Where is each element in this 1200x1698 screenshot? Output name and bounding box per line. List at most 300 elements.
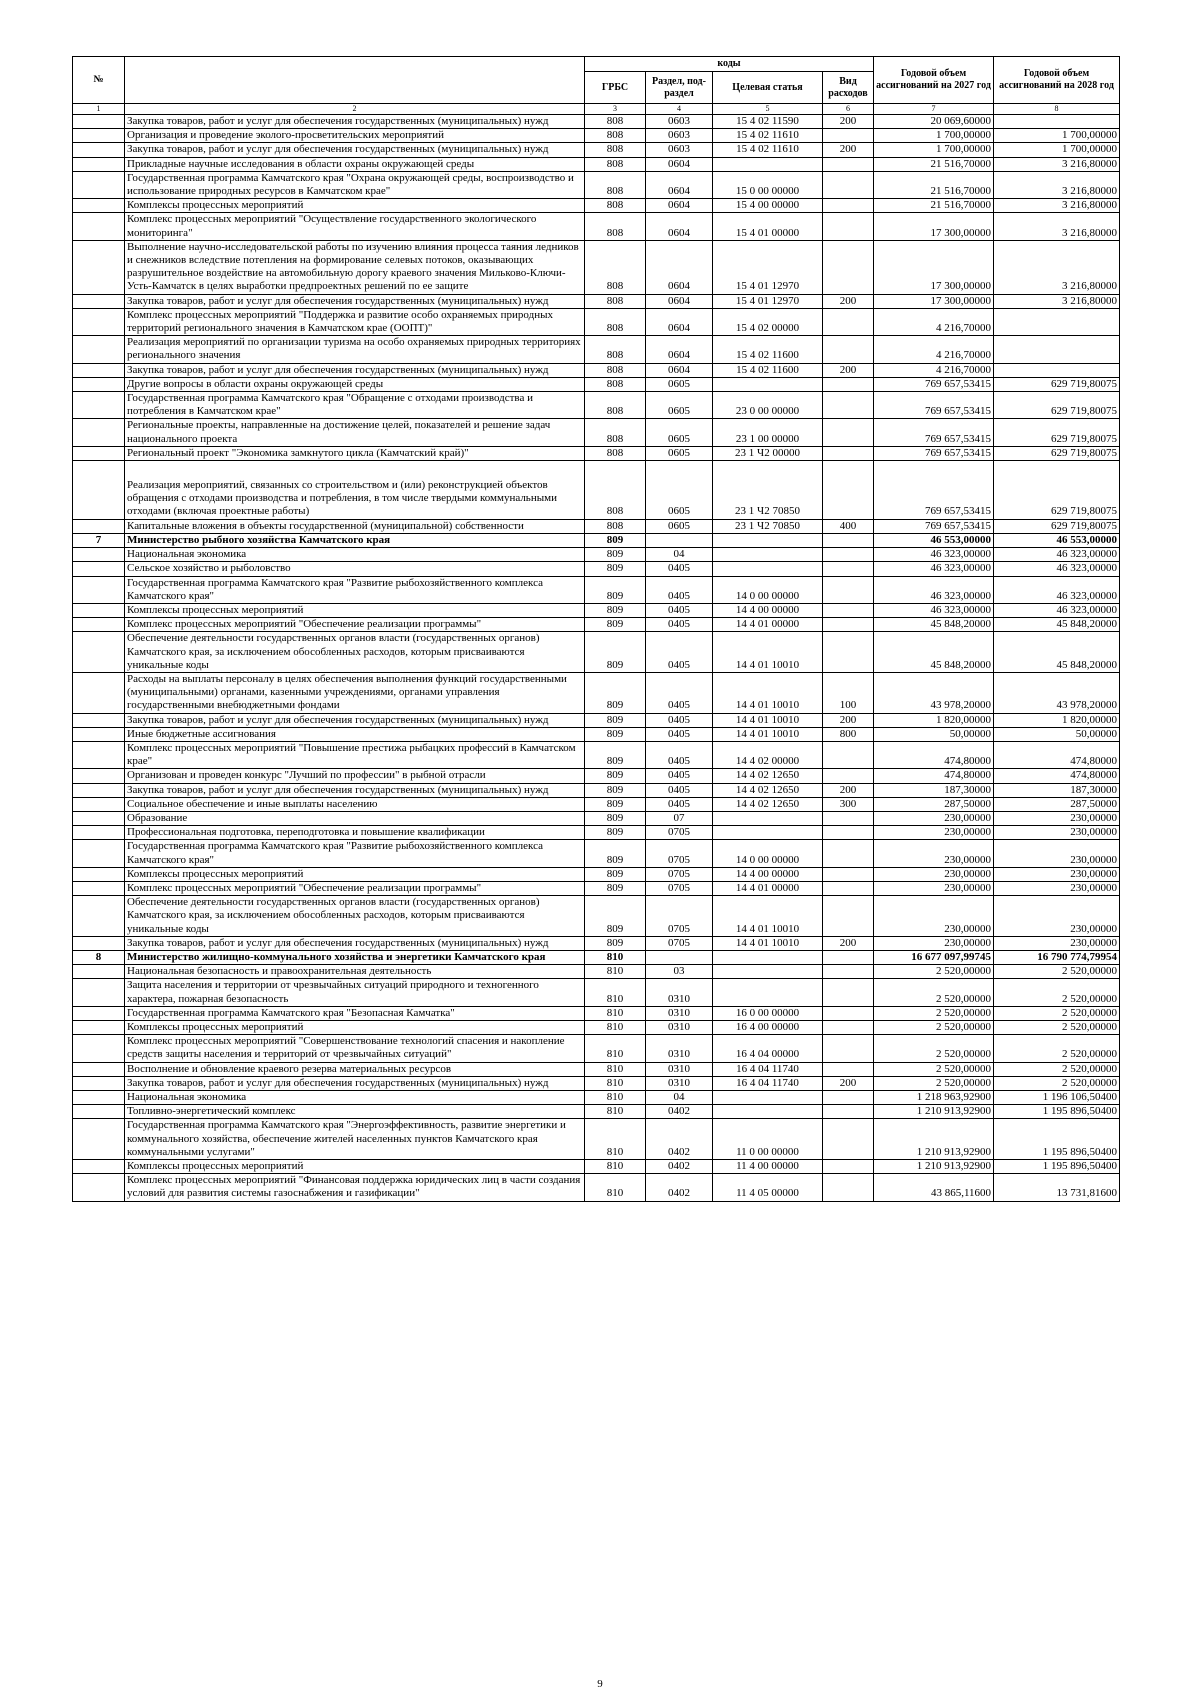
row-grbs: 809 (585, 936, 646, 950)
row-target-article: 16 0 00 00000 (713, 1006, 823, 1020)
row-grbs: 809 (585, 603, 646, 617)
row-number (73, 419, 125, 446)
row-name: Комплекс процессных мероприятий "Осуществление государственного экологического мониторинга" (125, 213, 585, 240)
row-expense-type: 300 (823, 797, 874, 811)
row-amount-2027: 1 218 963,92900 (874, 1091, 994, 1105)
row-name: Региональный проект "Экономика замкнутого цикла (Камчатский край)" (125, 446, 585, 460)
row-target-article (713, 1091, 823, 1105)
row-amount-2028: 287,50000 (994, 797, 1120, 811)
row-expense-type (823, 881, 874, 895)
row-amount-2028: 230,00000 (994, 840, 1120, 867)
row-grbs: 809 (585, 867, 646, 881)
row-expense-type (823, 950, 874, 964)
row-name: Обеспечение деятельности государственных органов власти (государственных органов) Камчатского края, за исключением обособленных расходов, которым присваиваются уникальные коды (125, 896, 585, 937)
row-name: Министерство жилищно-коммунального хозяйства и энергетики Камчатского края (125, 950, 585, 964)
row-target-article: 11 4 05 00000 (713, 1174, 823, 1201)
row-number (73, 308, 125, 335)
row-grbs: 810 (585, 965, 646, 979)
row-target-article (713, 950, 823, 964)
row-target-article: 16 4 04 11740 (713, 1076, 823, 1090)
row-number (73, 1105, 125, 1119)
row-expense-type (823, 240, 874, 294)
row-razdel: 0405 (646, 632, 713, 673)
row-number (73, 741, 125, 768)
row-amount-2027: 21 516,70000 (874, 199, 994, 213)
row-amount-2028: 230,00000 (994, 896, 1120, 937)
row-expense-type (823, 741, 874, 768)
row-amount-2027: 1 820,00000 (874, 713, 994, 727)
table-row (73, 1105, 1120, 1119)
row-name: Комплексы процессных мероприятий (125, 867, 585, 881)
row-number (73, 881, 125, 895)
row-razdel: 0310 (646, 1006, 713, 1020)
row-amount-2028: 3 216,80000 (994, 199, 1120, 213)
row-target-article: 14 4 01 10010 (713, 713, 823, 727)
row-amount-2028: 1 196 106,50400 (994, 1091, 1120, 1105)
row-amount-2027: 230,00000 (874, 867, 994, 881)
row-number (73, 783, 125, 797)
row-amount-2027: 46 323,00000 (874, 548, 994, 562)
row-grbs: 810 (585, 1119, 646, 1160)
row-expense-type (823, 896, 874, 937)
row-number (73, 713, 125, 727)
row-name: Закупка товаров, работ и услуг для обеспечения государственных (муниципальных) нужд (125, 363, 585, 377)
row-razdel: 0310 (646, 1062, 713, 1076)
row-expense-type (823, 769, 874, 783)
column-number: 5 (713, 104, 823, 115)
table-row (73, 965, 1120, 979)
row-target-article: 11 4 00 00000 (713, 1160, 823, 1174)
row-amount-2028: 629 719,80075 (994, 419, 1120, 446)
row-amount-2028: 474,80000 (994, 769, 1120, 783)
row-name: Комплекс процессных мероприятий "Повышение престижа рыбацких профессий в Камчатском крае" (125, 741, 585, 768)
row-amount-2028: 46 323,00000 (994, 603, 1120, 617)
table-row (73, 840, 1120, 867)
row-grbs: 810 (585, 1174, 646, 1201)
table-row (73, 797, 1120, 811)
row-expense-type: 800 (823, 727, 874, 741)
row-expense-type: 200 (823, 115, 874, 129)
row-razdel: 0605 (646, 519, 713, 533)
row-amount-2027: 17 300,00000 (874, 240, 994, 294)
row-name: Комплекс процессных мероприятий "Совершенствование технологий спасения и накопление средств защиты населения и территорий от чрезвычайных ситуаций" (125, 1035, 585, 1062)
row-razdel: 0603 (646, 129, 713, 143)
row-grbs: 808 (585, 446, 646, 460)
row-razdel: 0405 (646, 603, 713, 617)
row-number (73, 1091, 125, 1105)
row-amount-2028: 3 216,80000 (994, 240, 1120, 294)
row-grbs: 809 (585, 533, 646, 547)
table-row (73, 741, 1120, 768)
row-amount-2027: 230,00000 (874, 936, 994, 950)
row-grbs: 809 (585, 811, 646, 825)
row-name: Региональные проекты, направленные на достижение целей, показателей и решение задач национального проекта (125, 419, 585, 446)
row-expense-type (823, 213, 874, 240)
row-expense-type (823, 840, 874, 867)
row-amount-2027: 1 210 913,92900 (874, 1105, 994, 1119)
row-number (73, 363, 125, 377)
row-number (73, 143, 125, 157)
row-grbs: 808 (585, 419, 646, 446)
row-amount-2027: 2 520,00000 (874, 1006, 994, 1020)
row-amount-2027: 43 978,20000 (874, 672, 994, 713)
row-amount-2028: 230,00000 (994, 867, 1120, 881)
table-row (73, 1076, 1120, 1090)
table-row (73, 769, 1120, 783)
row-grbs: 808 (585, 363, 646, 377)
row-expense-type (823, 1160, 874, 1174)
row-amount-2028: 3 216,80000 (994, 171, 1120, 198)
row-amount-2028: 46 323,00000 (994, 562, 1120, 576)
row-number (73, 240, 125, 294)
row-name: Государственная программа Камчатского края "Охрана окружающей среды, воспроизводство и использование природных ресурсов в Камчатском крае" (125, 171, 585, 198)
table-row (73, 143, 1120, 157)
row-amount-2028: 230,00000 (994, 881, 1120, 895)
row-expense-type (823, 979, 874, 1006)
table-row (73, 936, 1120, 950)
row-target-article: 15 4 02 11590 (713, 115, 823, 129)
row-amount-2027: 230,00000 (874, 896, 994, 937)
row-amount-2027: 187,30000 (874, 783, 994, 797)
header-year-2028: Годовой объем ассигнований на 2028 год (994, 57, 1120, 104)
row-expense-type (823, 446, 874, 460)
row-razdel: 0405 (646, 713, 713, 727)
row-amount-2028: 3 216,80000 (994, 294, 1120, 308)
row-grbs: 809 (585, 896, 646, 937)
row-number (73, 446, 125, 460)
row-target-article: 16 4 04 11740 (713, 1062, 823, 1076)
row-razdel: 0402 (646, 1174, 713, 1201)
table-row (73, 446, 1120, 460)
row-grbs: 809 (585, 741, 646, 768)
row-name: Комплексы процессных мероприятий (125, 1021, 585, 1035)
row-name: Топливно-энергетический комплекс (125, 1105, 585, 1119)
row-expense-type (823, 533, 874, 547)
row-number (73, 1076, 125, 1090)
row-number (73, 1021, 125, 1035)
row-razdel: 0604 (646, 336, 713, 363)
row-name: Обеспечение деятельности государственных органов власти (государственных органов) Камчатского края, за исключением обособленных расходов, которым присваиваются уникальные коды (125, 632, 585, 673)
table-row (73, 576, 1120, 603)
table-body (73, 115, 1120, 1202)
row-number (73, 936, 125, 950)
row-name: Комплекс процессных мероприятий "Обеспечение реализации программы" (125, 618, 585, 632)
row-name: Прикладные научные исследования в области охраны окружающей среды (125, 157, 585, 171)
row-number (73, 867, 125, 881)
document-page (72, 56, 1119, 1202)
row-razdel: 0604 (646, 240, 713, 294)
row-grbs: 808 (585, 199, 646, 213)
row-amount-2028: 2 520,00000 (994, 1076, 1120, 1090)
row-number (73, 727, 125, 741)
row-number (73, 392, 125, 419)
row-name: Закупка товаров, работ и услуг для обеспечения государственных (муниципальных) нужд (125, 713, 585, 727)
table-row (73, 213, 1120, 240)
table-row (73, 419, 1120, 446)
table-row (73, 603, 1120, 617)
row-expense-type: 200 (823, 294, 874, 308)
row-expense-type (823, 377, 874, 391)
row-amount-2028: 3 216,80000 (994, 213, 1120, 240)
row-expense-type (823, 548, 874, 562)
row-amount-2028 (994, 115, 1120, 129)
row-grbs: 810 (585, 1006, 646, 1020)
table-row (73, 548, 1120, 562)
row-expense-type (823, 1035, 874, 1062)
column-number: 6 (823, 104, 874, 115)
row-grbs: 809 (585, 783, 646, 797)
row-number (73, 965, 125, 979)
row-razdel (646, 533, 713, 547)
row-expense-type (823, 336, 874, 363)
row-amount-2028 (994, 363, 1120, 377)
row-grbs: 809 (585, 562, 646, 576)
row-amount-2027: 474,80000 (874, 741, 994, 768)
row-razdel: 0310 (646, 1076, 713, 1090)
row-name: Комплексы процессных мероприятий (125, 1160, 585, 1174)
row-amount-2027: 769 657,53415 (874, 419, 994, 446)
row-razdel: 0705 (646, 881, 713, 895)
row-expense-type: 200 (823, 1076, 874, 1090)
row-number: 7 (73, 533, 125, 547)
row-razdel: 0405 (646, 562, 713, 576)
table-row (73, 783, 1120, 797)
row-amount-2027: 16 677 097,99745 (874, 950, 994, 964)
row-target-article (713, 533, 823, 547)
row-number (73, 562, 125, 576)
row-expense-type: 200 (823, 143, 874, 157)
row-amount-2027: 230,00000 (874, 826, 994, 840)
row-amount-2028: 230,00000 (994, 811, 1120, 825)
table-row (73, 672, 1120, 713)
row-name: Защита населения и территории от чрезвычайных ситуаций природного и техногенного характера, пожарная безопасность (125, 979, 585, 1006)
row-razdel: 0605 (646, 419, 713, 446)
header-vid: Вид расходов (823, 72, 874, 104)
row-amount-2028: 13 731,81600 (994, 1174, 1120, 1201)
row-grbs: 809 (585, 840, 646, 867)
row-target-article (713, 562, 823, 576)
row-name: Закупка товаров, работ и услуг для обеспечения государственных (муниципальных) нужд (125, 936, 585, 950)
table-row (73, 129, 1120, 143)
header-razdel: Раздел, под-раздел (646, 72, 713, 104)
header-grbs: ГРБС (585, 72, 646, 104)
row-target-article (713, 1105, 823, 1119)
column-numbers-row (73, 104, 1120, 115)
table-row (73, 377, 1120, 391)
row-name: Расходы на выплаты персоналу в целях обеспечения выполнения функций государственными (муниципальными) органами, казенными учреждениями, органами управления государственными внебюджетными фондами (125, 672, 585, 713)
row-target-article: 23 1 Ч2 70850 (713, 461, 823, 520)
table-row (73, 240, 1120, 294)
row-number (73, 129, 125, 143)
row-name: Закупка товаров, работ и услуг для обеспечения государственных (муниципальных) нужд (125, 1076, 585, 1090)
row-amount-2028: 629 719,80075 (994, 446, 1120, 460)
row-grbs: 809 (585, 618, 646, 632)
row-number (73, 157, 125, 171)
row-amount-2028: 43 978,20000 (994, 672, 1120, 713)
row-amount-2028: 2 520,00000 (994, 965, 1120, 979)
row-number (73, 840, 125, 867)
row-amount-2028: 187,30000 (994, 783, 1120, 797)
row-target-article: 16 4 00 00000 (713, 1021, 823, 1035)
row-expense-type (823, 1091, 874, 1105)
row-razdel: 0705 (646, 867, 713, 881)
row-target-article: 15 0 00 00000 (713, 171, 823, 198)
row-razdel: 0604 (646, 213, 713, 240)
row-name: Комплексы процессных мероприятий (125, 603, 585, 617)
row-expense-type (823, 199, 874, 213)
row-amount-2028: 2 520,00000 (994, 1006, 1120, 1020)
row-name: Реализация мероприятий по организации туризма на особо охраняемых природных территориях регионального значения (125, 336, 585, 363)
row-razdel: 0402 (646, 1105, 713, 1119)
table-row (73, 171, 1120, 198)
row-amount-2027: 2 520,00000 (874, 1021, 994, 1035)
row-grbs: 808 (585, 519, 646, 533)
row-number (73, 1174, 125, 1201)
row-expense-type (823, 603, 874, 617)
row-name: Комплекс процессных мероприятий "Поддержка и развитие особо охраняемых природных территорий регионального значения в Камчатском крае (ООПТ)" (125, 308, 585, 335)
table-row (73, 1006, 1120, 1020)
row-razdel: 0402 (646, 1160, 713, 1174)
row-razdel: 0705 (646, 896, 713, 937)
row-razdel: 0705 (646, 840, 713, 867)
row-expense-type (823, 562, 874, 576)
row-grbs: 809 (585, 576, 646, 603)
row-razdel: 0603 (646, 115, 713, 129)
row-target-article: 15 4 00 00000 (713, 199, 823, 213)
row-name: Государственная программа Камчатского края "Безопасная Камчатка" (125, 1006, 585, 1020)
row-expense-type (823, 157, 874, 171)
row-name: Закупка товаров, работ и услуг для обеспечения государственных (муниципальных) нужд (125, 143, 585, 157)
row-amount-2027: 769 657,53415 (874, 446, 994, 460)
row-amount-2028: 2 520,00000 (994, 1035, 1120, 1062)
row-number: 8 (73, 950, 125, 964)
row-name: Организация и проведение эколого-просветительских мероприятий (125, 129, 585, 143)
row-number (73, 769, 125, 783)
row-grbs: 808 (585, 308, 646, 335)
row-amount-2028: 2 520,00000 (994, 979, 1120, 1006)
row-target-article (713, 377, 823, 391)
row-number (73, 1006, 125, 1020)
row-name: Комплекс процессных мероприятий "Обеспечение реализации программы" (125, 881, 585, 895)
row-target-article: 16 4 04 00000 (713, 1035, 823, 1062)
row-razdel: 0605 (646, 377, 713, 391)
row-target-article: 23 1 Ч2 00000 (713, 446, 823, 460)
column-number: 3 (585, 104, 646, 115)
row-target-article: 23 0 00 00000 (713, 392, 823, 419)
row-target-article (713, 965, 823, 979)
row-amount-2027: 46 553,00000 (874, 533, 994, 547)
row-amount-2027: 17 300,00000 (874, 294, 994, 308)
row-grbs: 809 (585, 713, 646, 727)
row-expense-type (823, 1119, 874, 1160)
row-amount-2028 (994, 308, 1120, 335)
row-expense-type (823, 965, 874, 979)
row-grbs: 808 (585, 129, 646, 143)
row-amount-2027: 45 848,20000 (874, 618, 994, 632)
row-name: Национальная безопасность и правоохранительная деятельность (125, 965, 585, 979)
row-expense-type (823, 826, 874, 840)
row-expense-type: 200 (823, 936, 874, 950)
row-razdel: 0605 (646, 392, 713, 419)
header-name (125, 57, 585, 104)
row-amount-2027: 1 210 913,92900 (874, 1160, 994, 1174)
row-amount-2027: 2 520,00000 (874, 965, 994, 979)
row-expense-type: 200 (823, 363, 874, 377)
row-name: Сельское хозяйство и рыболовство (125, 562, 585, 576)
row-grbs: 810 (585, 1091, 646, 1105)
row-target-article: 14 4 00 00000 (713, 603, 823, 617)
row-number (73, 294, 125, 308)
row-grbs: 809 (585, 548, 646, 562)
table-row (73, 533, 1120, 547)
row-amount-2028: 50,00000 (994, 727, 1120, 741)
row-target-article: 15 4 01 12970 (713, 294, 823, 308)
row-number (73, 797, 125, 811)
row-amount-2028 (994, 336, 1120, 363)
page-number: 9 (597, 1678, 603, 1690)
row-amount-2027: 45 848,20000 (874, 632, 994, 673)
table-row (73, 632, 1120, 673)
row-expense-type: 200 (823, 713, 874, 727)
row-target-article: 15 4 02 11600 (713, 336, 823, 363)
row-amount-2027: 769 657,53415 (874, 519, 994, 533)
row-target-article: 14 4 02 12650 (713, 797, 823, 811)
row-amount-2028: 1 700,00000 (994, 143, 1120, 157)
row-razdel: 0310 (646, 1021, 713, 1035)
row-expense-type (823, 576, 874, 603)
row-amount-2027: 20 069,60000 (874, 115, 994, 129)
column-number: 2 (125, 104, 585, 115)
table-row (73, 1062, 1120, 1076)
table-row (73, 826, 1120, 840)
row-expense-type: 100 (823, 672, 874, 713)
row-amount-2027: 4 216,70000 (874, 308, 994, 335)
row-grbs: 808 (585, 213, 646, 240)
row-number (73, 576, 125, 603)
row-target-article: 14 0 00 00000 (713, 576, 823, 603)
row-target-article: 14 0 00 00000 (713, 840, 823, 867)
row-number (73, 213, 125, 240)
row-name: Другие вопросы в области охраны окружающей среды (125, 377, 585, 391)
row-grbs: 809 (585, 797, 646, 811)
row-expense-type (823, 1105, 874, 1119)
row-amount-2027: 46 323,00000 (874, 576, 994, 603)
row-amount-2027: 230,00000 (874, 840, 994, 867)
row-amount-2027: 1 700,00000 (874, 143, 994, 157)
row-amount-2027: 4 216,70000 (874, 363, 994, 377)
row-name: Комплекс процессных мероприятий "Финансовая поддержка юридических лиц в части создания условий для развития системы газоснабжения и газификации" (125, 1174, 585, 1201)
table-row (73, 618, 1120, 632)
row-target-article (713, 811, 823, 825)
row-razdel: 0405 (646, 576, 713, 603)
row-amount-2028: 46 553,00000 (994, 533, 1120, 547)
row-number (73, 199, 125, 213)
row-grbs: 808 (585, 294, 646, 308)
row-name: Профессиональная подготовка, переподготовка и повышение квалификации (125, 826, 585, 840)
row-amount-2028: 230,00000 (994, 826, 1120, 840)
row-expense-type (823, 1062, 874, 1076)
row-grbs: 810 (585, 1035, 646, 1062)
table-row (73, 392, 1120, 419)
row-target-article: 15 4 02 00000 (713, 308, 823, 335)
row-amount-2027: 2 520,00000 (874, 979, 994, 1006)
row-number (73, 1160, 125, 1174)
table-row (73, 115, 1120, 129)
row-grbs: 810 (585, 950, 646, 964)
table-row (73, 363, 1120, 377)
row-razdel: 0405 (646, 783, 713, 797)
row-name: Восполнение и обновление краевого резерва материальных ресурсов (125, 1062, 585, 1076)
